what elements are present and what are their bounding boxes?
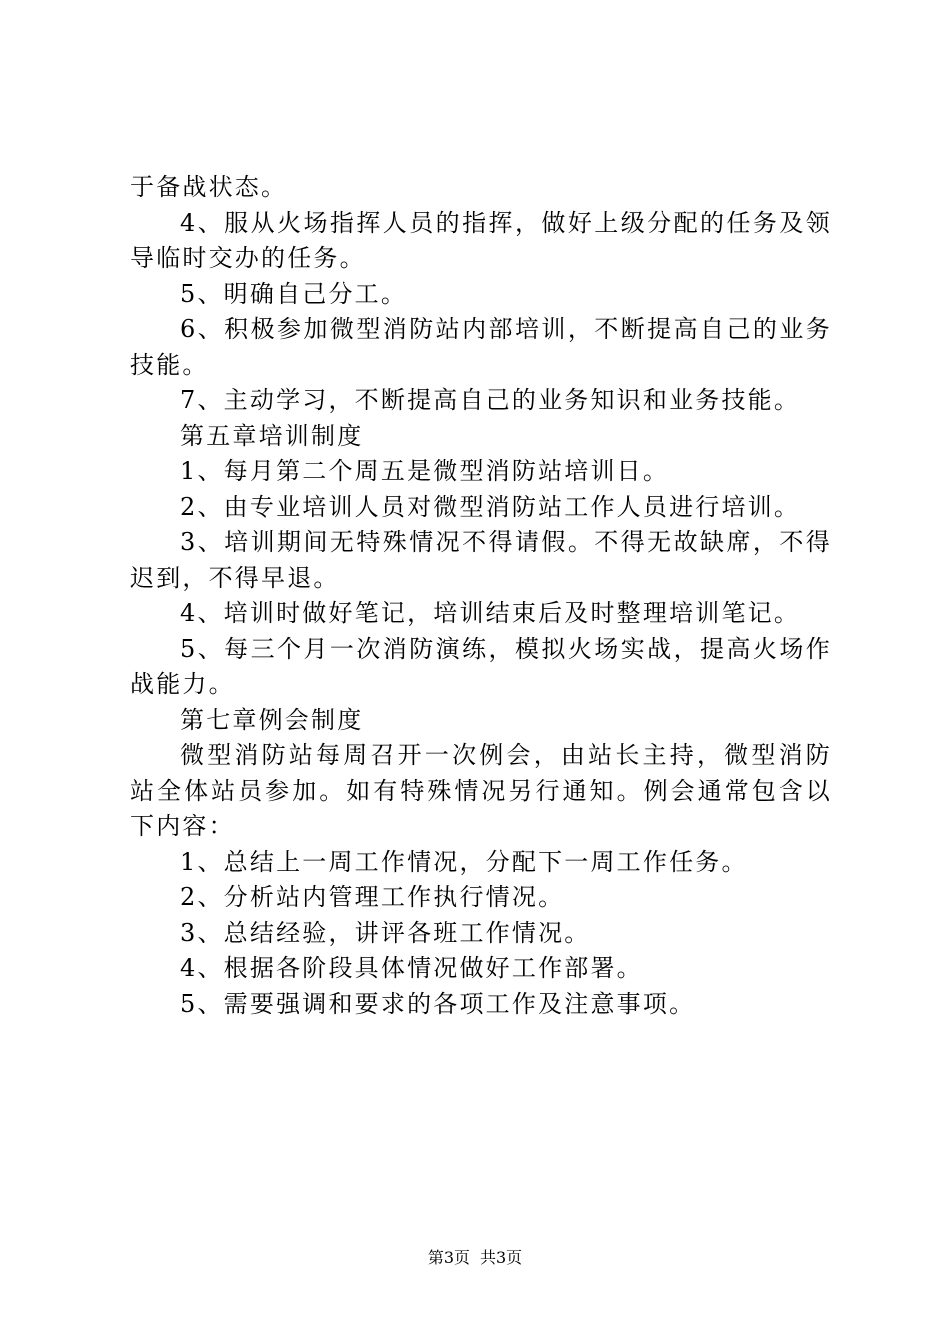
chapter-heading: 第五章培训制度 [180,421,364,450]
paragraph: 5、每三个月一次消防演练，模拟火场实战，提高火场作战能力。 [130,634,832,698]
paragraph: 7、主动学习，不断提高自己的业务知识和业务技能。 [180,386,801,414]
paragraph: 于备战状态。 [130,173,288,201]
paragraph: 4、培训时做好笔记，培训结束后及时整理培训笔记。 [180,599,801,627]
paragraph: 2、由专业培训人员对微型消防站工作人员进行培训。 [180,492,801,521]
chapter-heading: 第七章例会制度 [180,705,364,734]
paragraph: 3、总结经验，讲评各班工作情况。 [180,918,591,947]
paragraph: 5、需要强调和要求的各项工作及注意事项。 [180,989,696,1018]
paragraph: 4、根据各阶段具体情况做好工作部署。 [180,954,643,982]
document-body [130,170,832,1022]
paragraph: 微型消防站每周召开一次例会，由站长主持，微型消防站全体站员参加。如有特殊情况另行通知。例会通常包含以下内容： [130,741,832,840]
paragraph: 6、积极参加微型消防站内部培训，不断提高自己的业务技能。 [130,315,832,379]
paragraph: 1、每月第二个周五是微型消防站培训日。 [180,457,670,485]
page-total: 共3页 [480,1248,523,1267]
page-number: 第3页 [427,1248,470,1267]
page-footer [0,1245,950,1268]
paragraph: 3、培训期间无特殊情况不得请假。不得无故缺席，不得迟到，不得早退。 [130,528,832,592]
paragraph: 1、总结上一周工作情况，分配下一周工作任务。 [180,847,748,876]
paragraph: 5、明确自己分工。 [180,279,408,308]
paragraph: 2、分析站内管理工作执行情况。 [180,883,565,911]
paragraph: 4、服从火场指挥人员的指挥，做好上级分配的任务及领导临时交办的任务。 [130,208,832,272]
